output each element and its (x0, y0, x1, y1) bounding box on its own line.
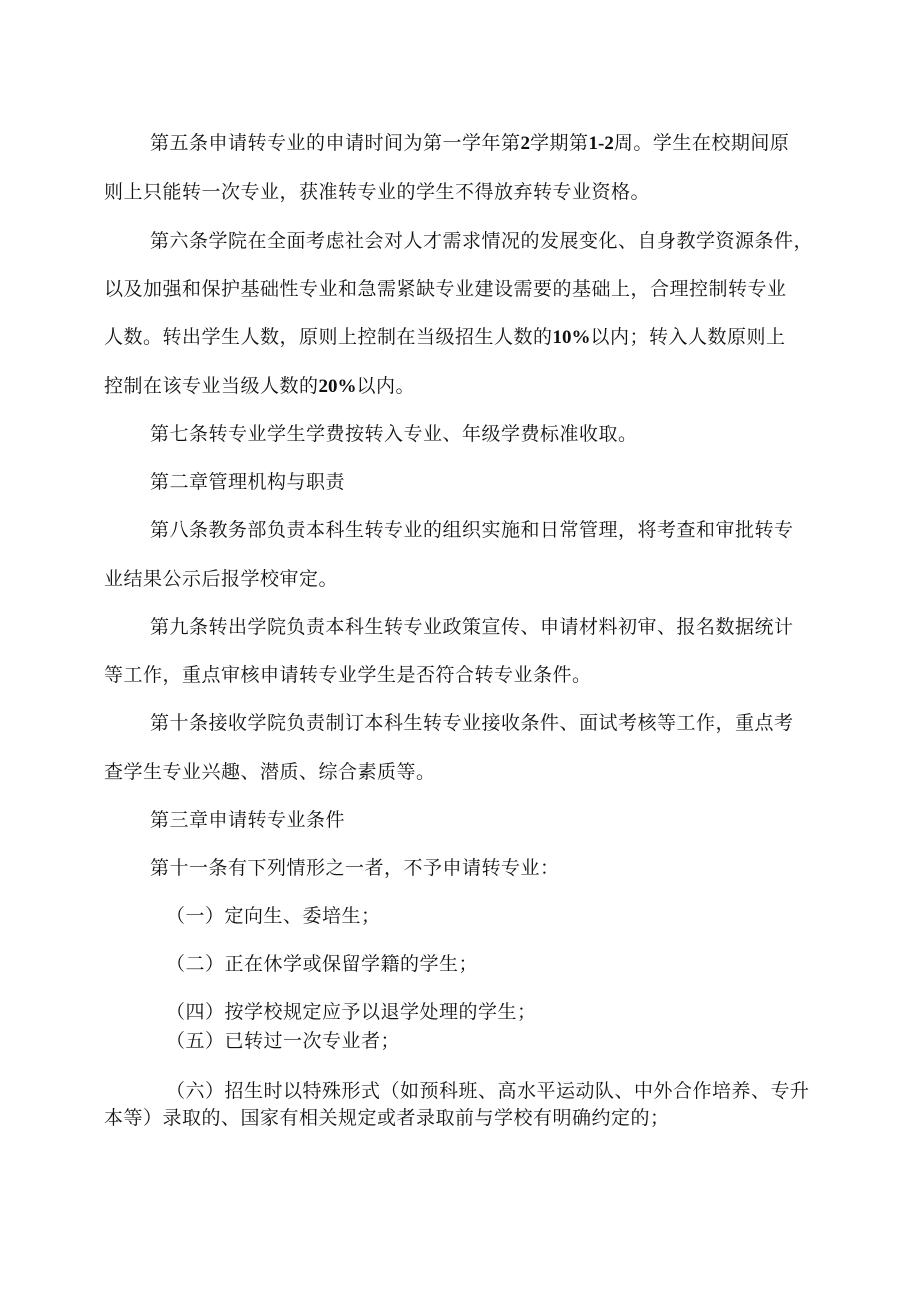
article-6-line-3 (104, 325, 786, 350)
transfer-out-percent: 10% (552, 327, 591, 348)
article-10-line-2: 查学生专业兴趣、潜质、综合素质等。 (104, 761, 436, 783)
article-6-line-2: 以及加强和保护基础性专业和急需紧缺专业建设需要的基础上，合理控制转专业 (104, 278, 787, 300)
list-item: （四）按学校规定应予以退学处理的学生； (166, 1001, 537, 1023)
list-item: （五）已转过一次专业者； (166, 1030, 401, 1052)
text-run: 周。学生在校期间原 (613, 132, 790, 154)
list-item: （一）定向生、委培生； (166, 905, 381, 927)
week-range: 1-2 (588, 133, 614, 154)
article-9-line-1: 第九条转出学院负责本科生转专业政策宣传、申请材料初审、报名数据统计 (150, 616, 794, 638)
transfer-in-percent: 20% (318, 376, 357, 397)
list-item: （二）正在休学或保留学籍的学生； (166, 953, 479, 975)
article-5-line-1 (150, 131, 789, 156)
article-8-line-1: 第八条教务部负责本科生转专业的组织实施和日常管理，将考查和审批转专 (150, 519, 794, 541)
list-item-6-line-2: 本等）录取的、国家有相关规定或者录取前与学校有明确约定的； (104, 1107, 670, 1129)
article-6-line-1: 第六条学院在全面考虑社会对人才需求情况的发展变化、自身教学资源条件， (150, 230, 814, 252)
article-6-line-4 (104, 374, 415, 399)
article-11: 第十一条有下列情形之一者，不予申请转专业： (150, 857, 560, 879)
chapter-2-heading: 第二章管理机构与职责 (150, 471, 346, 493)
text-run: 以内；转入人数原则上 (590, 326, 786, 348)
article-10-line-1: 第十条接收学院负责制订本科生转专业接收条件、面试考核等工作，重点考 (150, 712, 794, 734)
article-5-line-2: 则上只能转一次专业，获准转专业的学生不得放弃转专业资格。 (104, 181, 651, 203)
article-9-line-2: 等工作，重点审核申请转专业学生是否符合转专业条件。 (104, 664, 592, 686)
list-item-6-line-1: （六）招生时以特殊形式（如预科班、高水平运动队、中外合作培养、专升 (166, 1080, 810, 1102)
text-run: 控制在该专业当级人数的 (104, 375, 319, 397)
article-7: 第七条转专业学生学费按转入专业、年级学费标准收取。 (150, 423, 638, 445)
chapter-3-heading: 第三章申请转专业条件 (150, 809, 346, 831)
text-run: 人数。转出学生人数，原则上控制在当级招生人数的 (104, 326, 553, 348)
text-run: 学期第 (530, 132, 589, 154)
text-run: 以内。 (356, 375, 416, 397)
article-8-line-2: 业结果公示后报学校审定。 (104, 568, 339, 590)
text-run: 第五条申请转专业的申请时间为第一学年第 (150, 132, 521, 154)
semester-number: 2 (520, 133, 531, 154)
